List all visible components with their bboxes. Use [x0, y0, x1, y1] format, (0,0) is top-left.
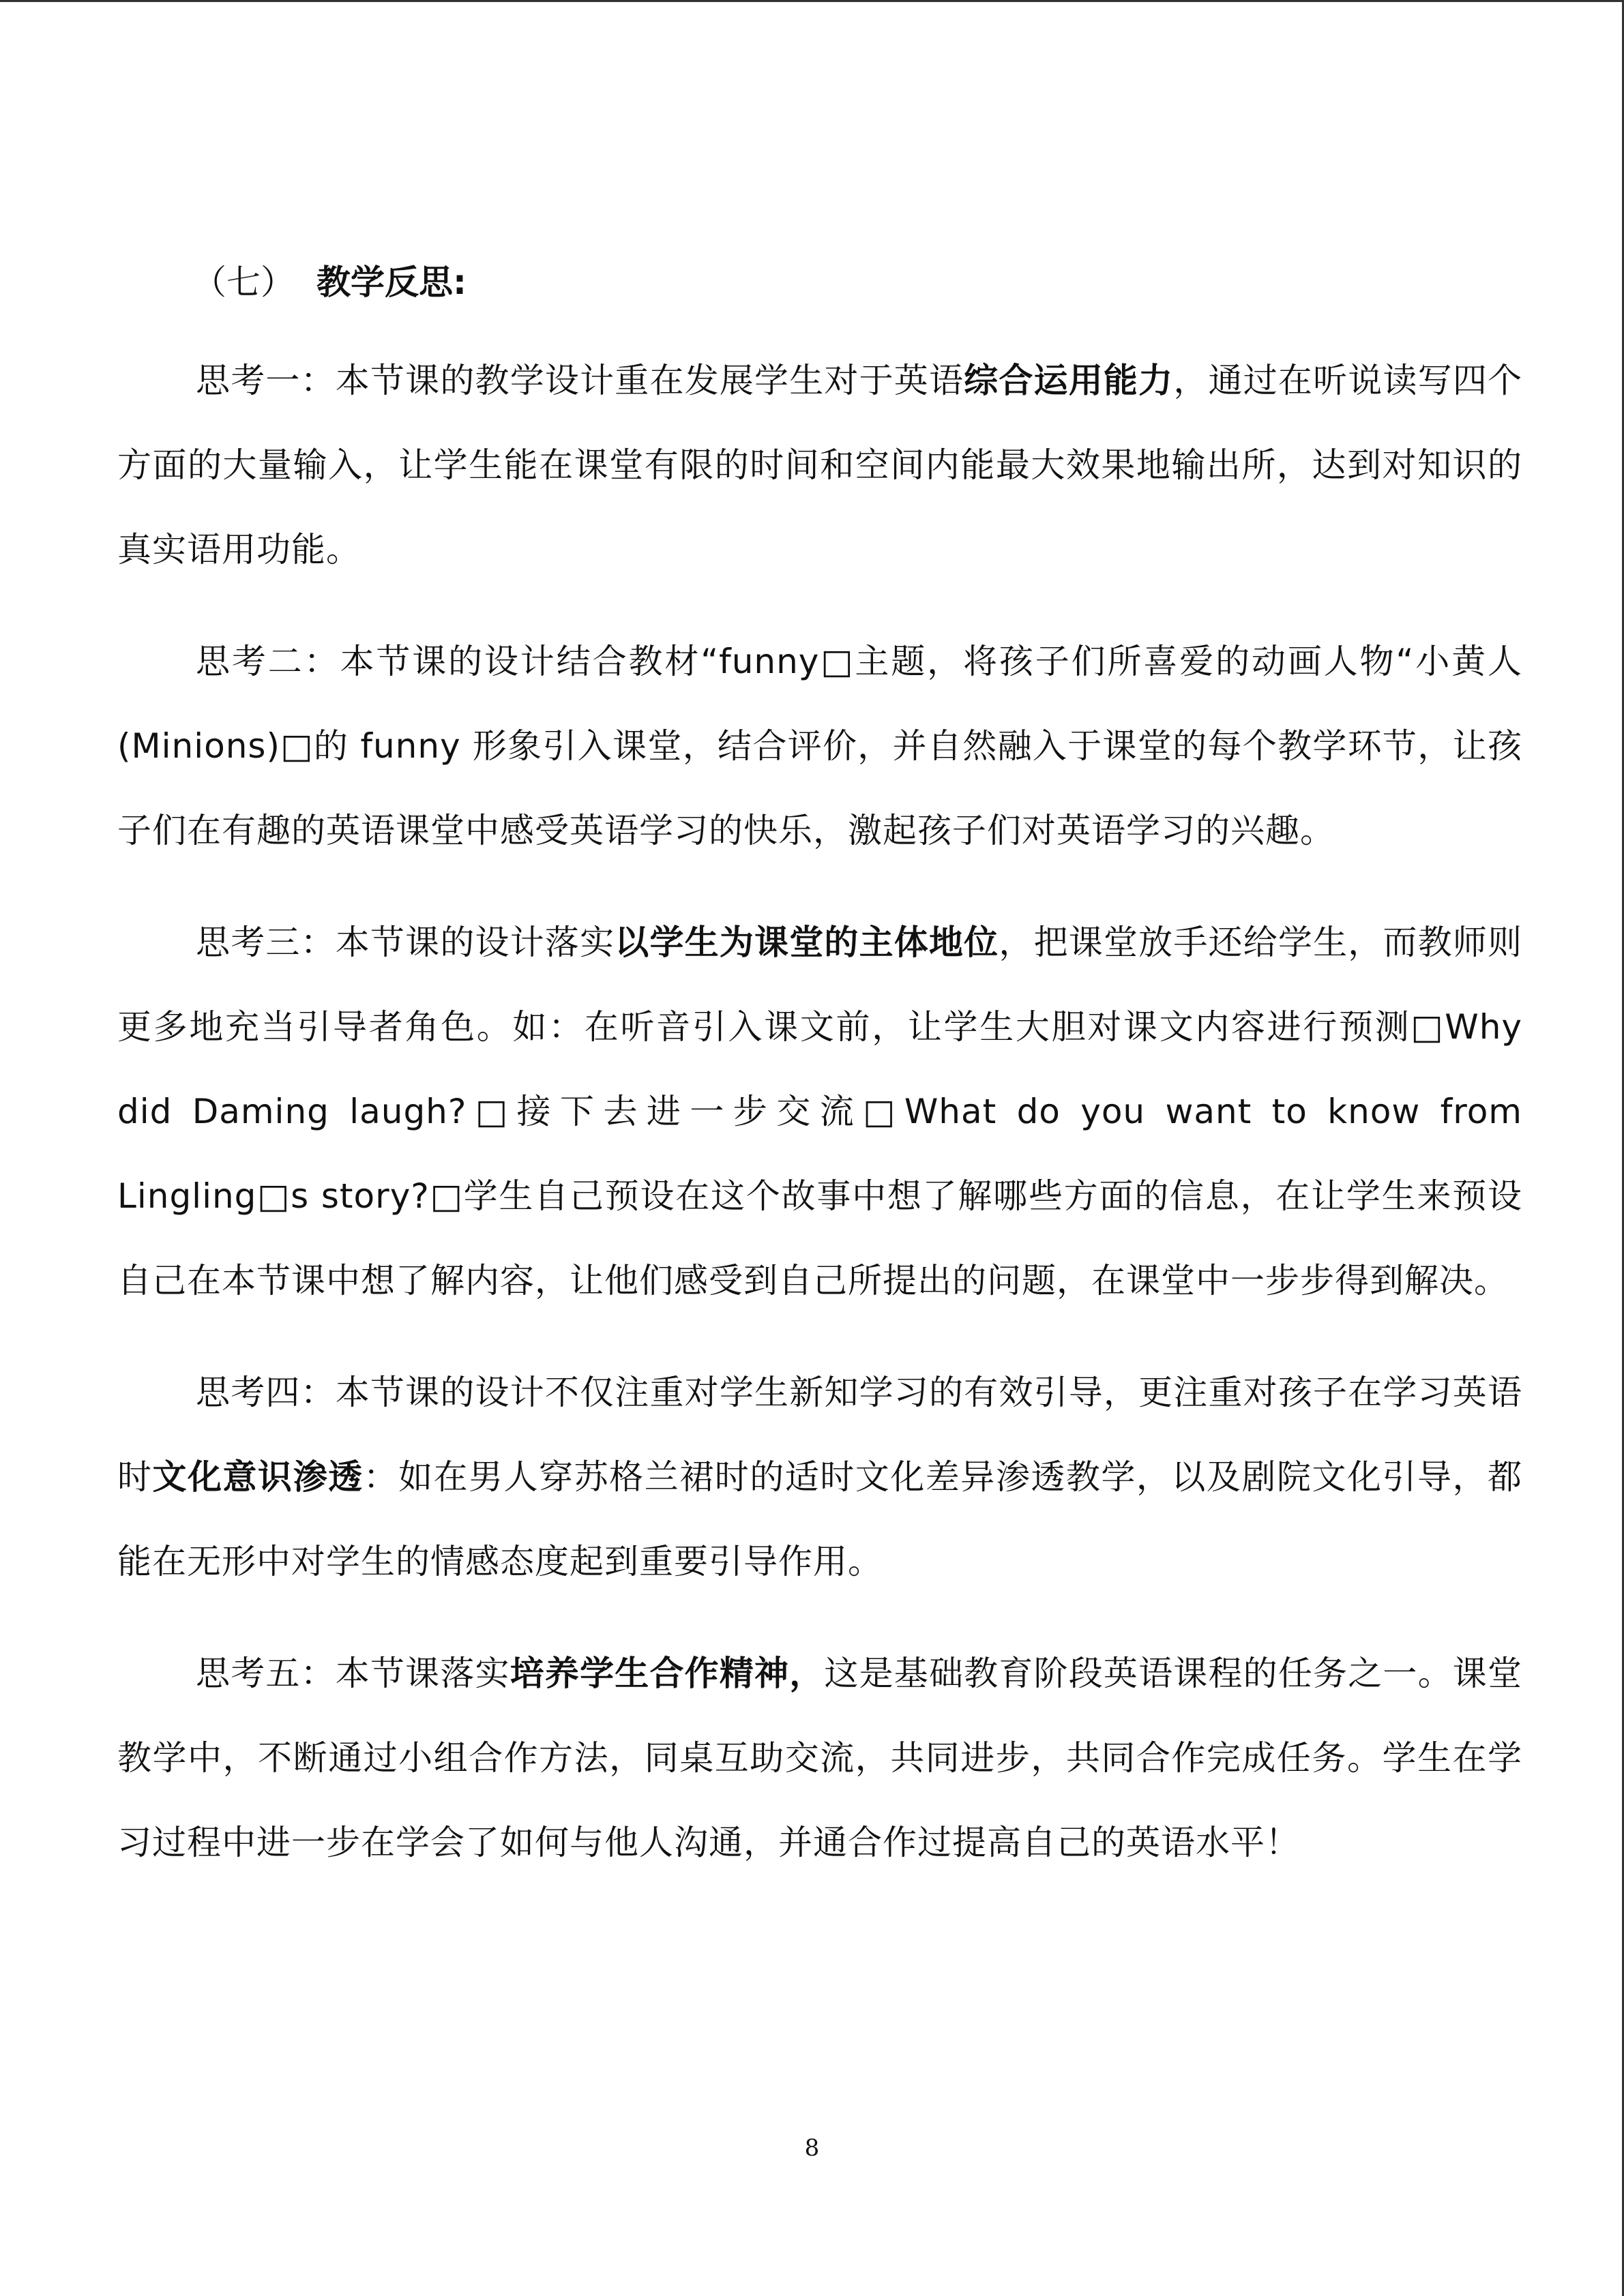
- reflection-paragraph-1: [117, 338, 1522, 592]
- paragraph-text: 这是基础教育阶段英语课程的任务之一。课堂教学中，不断通过小组合作方法，同桌互助交流，共同进步，共同合作完成任务。学生在学习过程中进一步在学会了如何与他人沟通，并通合作过提高自己的英语水平！: [117, 1654, 1523, 1862]
- paragraph-emphasis: 综合运用能力: [964, 361, 1174, 400]
- paragraph-text: 思考五：本节课落实: [196, 1654, 510, 1693]
- paragraph-text: 思考四：本节课的设计不仅注重对学生新知学习的有效引导，更注重对孩子在学习英语时: [117, 1373, 1522, 1497]
- paragraph-text: 思考一：本节课的教学设计重在发展学生对于英语: [196, 361, 964, 400]
- paragraph-emphasis: 文化意识渗透: [152, 1457, 364, 1497]
- page-content: [117, 254, 1522, 1885]
- paragraph-text: ，通过在听说读写四个方面的大量输入，让学生能在课堂有限的时间和空间内能最大效果地输出所，达到对知识的真实语用功能。: [117, 361, 1523, 569]
- section-heading: [192, 254, 1522, 311]
- paragraph-text: ：如在男人穿苏格兰裙时的适时文化差异渗透教学，以及剧院文化引导，都能在无形中对学生的情感态度起到重要引导作用。: [117, 1457, 1523, 1581]
- paragraph-emphasis: 以学生为课堂的主体地位: [615, 923, 999, 962]
- paragraph-emphasis: 培养学生合作精神，: [510, 1654, 825, 1693]
- section-number: （七）: [192, 263, 295, 302]
- paragraph-text: ，把课堂放手还给学生，而教师则更多地充当引导者角色。如：在听音引入课文前，让学生大胆对课文内容进行预测□Why did Daming laugh?□接下去进一步交流□What do you want to know from Lingling□s story?□学生自己预设在这个故事中想了解哪些方面的信息，在让学生来预设自己在本节课中想了解内容，让他们感受到自己所提出的问题，在课堂中一步步得到解决。: [117, 923, 1523, 1300]
- reflection-paragraph-4: [117, 1350, 1522, 1604]
- page-top-border: [0, 0, 1624, 2]
- reflection-paragraph-2: [117, 619, 1522, 873]
- paragraph-text: 思考三：本节课的设计落实: [196, 923, 615, 962]
- reflection-paragraph-3: [117, 900, 1522, 1323]
- page-number: 8: [804, 2134, 820, 2162]
- section-title: 教学反思:: [316, 263, 467, 302]
- paragraph-text: 思考二：本节课的设计结合教材“funny□主题，将孩子们所喜爱的动画人物“小黄人(Minions)□的 funny 形象引入课堂，结合评价，并自然融入于课堂的每个教学环节，让孩子们在有趣的英语课堂中感受英语学习的快乐，激起孩子们对英语学习的兴趣。: [117, 642, 1522, 850]
- reflection-paragraph-5: [117, 1631, 1522, 1885]
